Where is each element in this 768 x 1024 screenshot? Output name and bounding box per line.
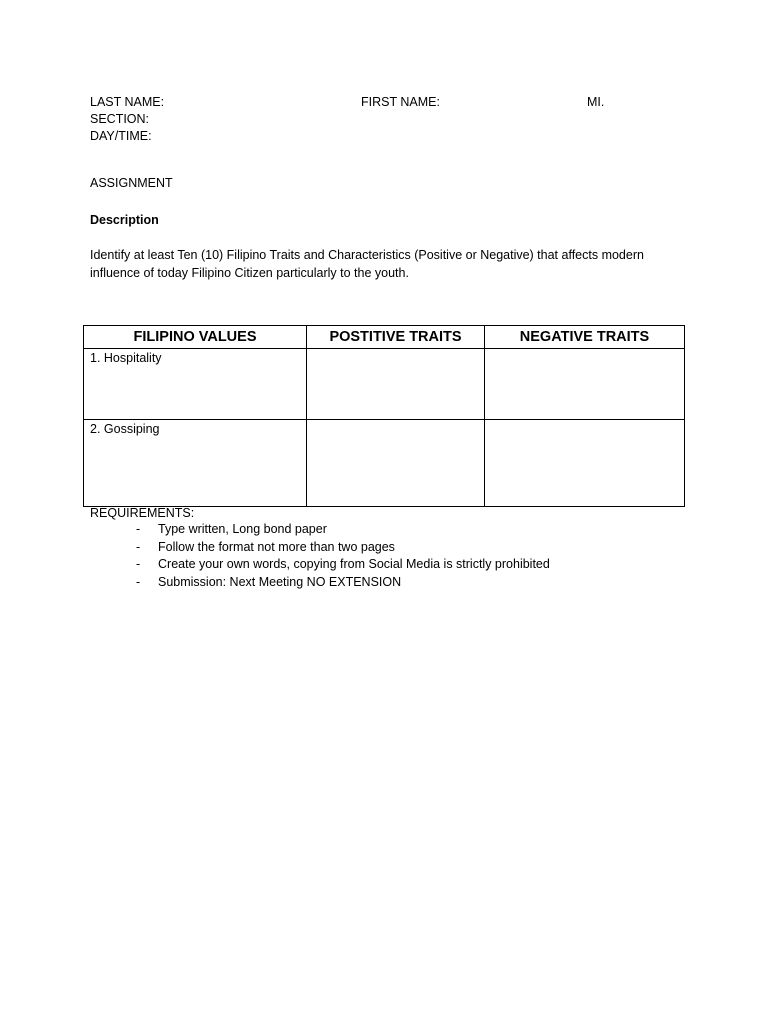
assignment-label: ASSIGNMENT [90,176,173,190]
negative-cell [485,420,685,507]
section-label: SECTION: [90,112,150,126]
value-cell: 2. Gossiping [84,420,307,507]
list-item [90,521,550,539]
list-item [90,574,550,592]
bullet-dash: - [136,539,141,554]
description-heading: Description [90,213,159,227]
bullet-dash: - [136,557,141,571]
description-text: Identify at least Ten (10) Filipino Traits and Characteristics (Positive or Negative) that affects modern influence of today Filipino Citizen particularly to the youth. [90,248,644,280]
day-time-label: DAY/TIME: [90,129,152,143]
requirements-list [90,521,550,591]
bullet-dash: - [136,574,141,589]
requirements-heading: REQUIREMENTS: [90,506,195,520]
list-item [90,556,550,574]
requirement-text: Follow the format not more than two pages [158,539,395,554]
table-row [84,349,685,420]
positive-cell [307,349,485,420]
requirement-text: Submission: Next Meeting NO EXTENSION [158,574,402,589]
bullet-dash: - [136,522,141,536]
last-name-label: LAST NAME: [90,95,165,109]
middle-initial-label: MI. [587,95,605,109]
column-header-negative-traits: NEGATIVE TRAITS [485,326,685,349]
positive-cell [307,420,485,507]
requirement-text: Type written, Long bond paper [158,522,327,536]
column-header-filipino-values: FILIPINO VALUES [84,326,307,349]
traits-table [83,325,685,507]
negative-cell [485,349,685,420]
value-cell: 1. Hospitality [84,349,307,420]
column-header-positive-traits: POSTITIVE TRAITS [307,326,485,349]
list-item [90,539,550,557]
requirement-text: Create your own words, copying from Social Media is strictly prohibited [158,557,550,571]
table-header-row [84,326,685,349]
requirements-section [90,505,550,591]
table-row [84,420,685,507]
first-name-label: FIRST NAME: [361,95,440,109]
